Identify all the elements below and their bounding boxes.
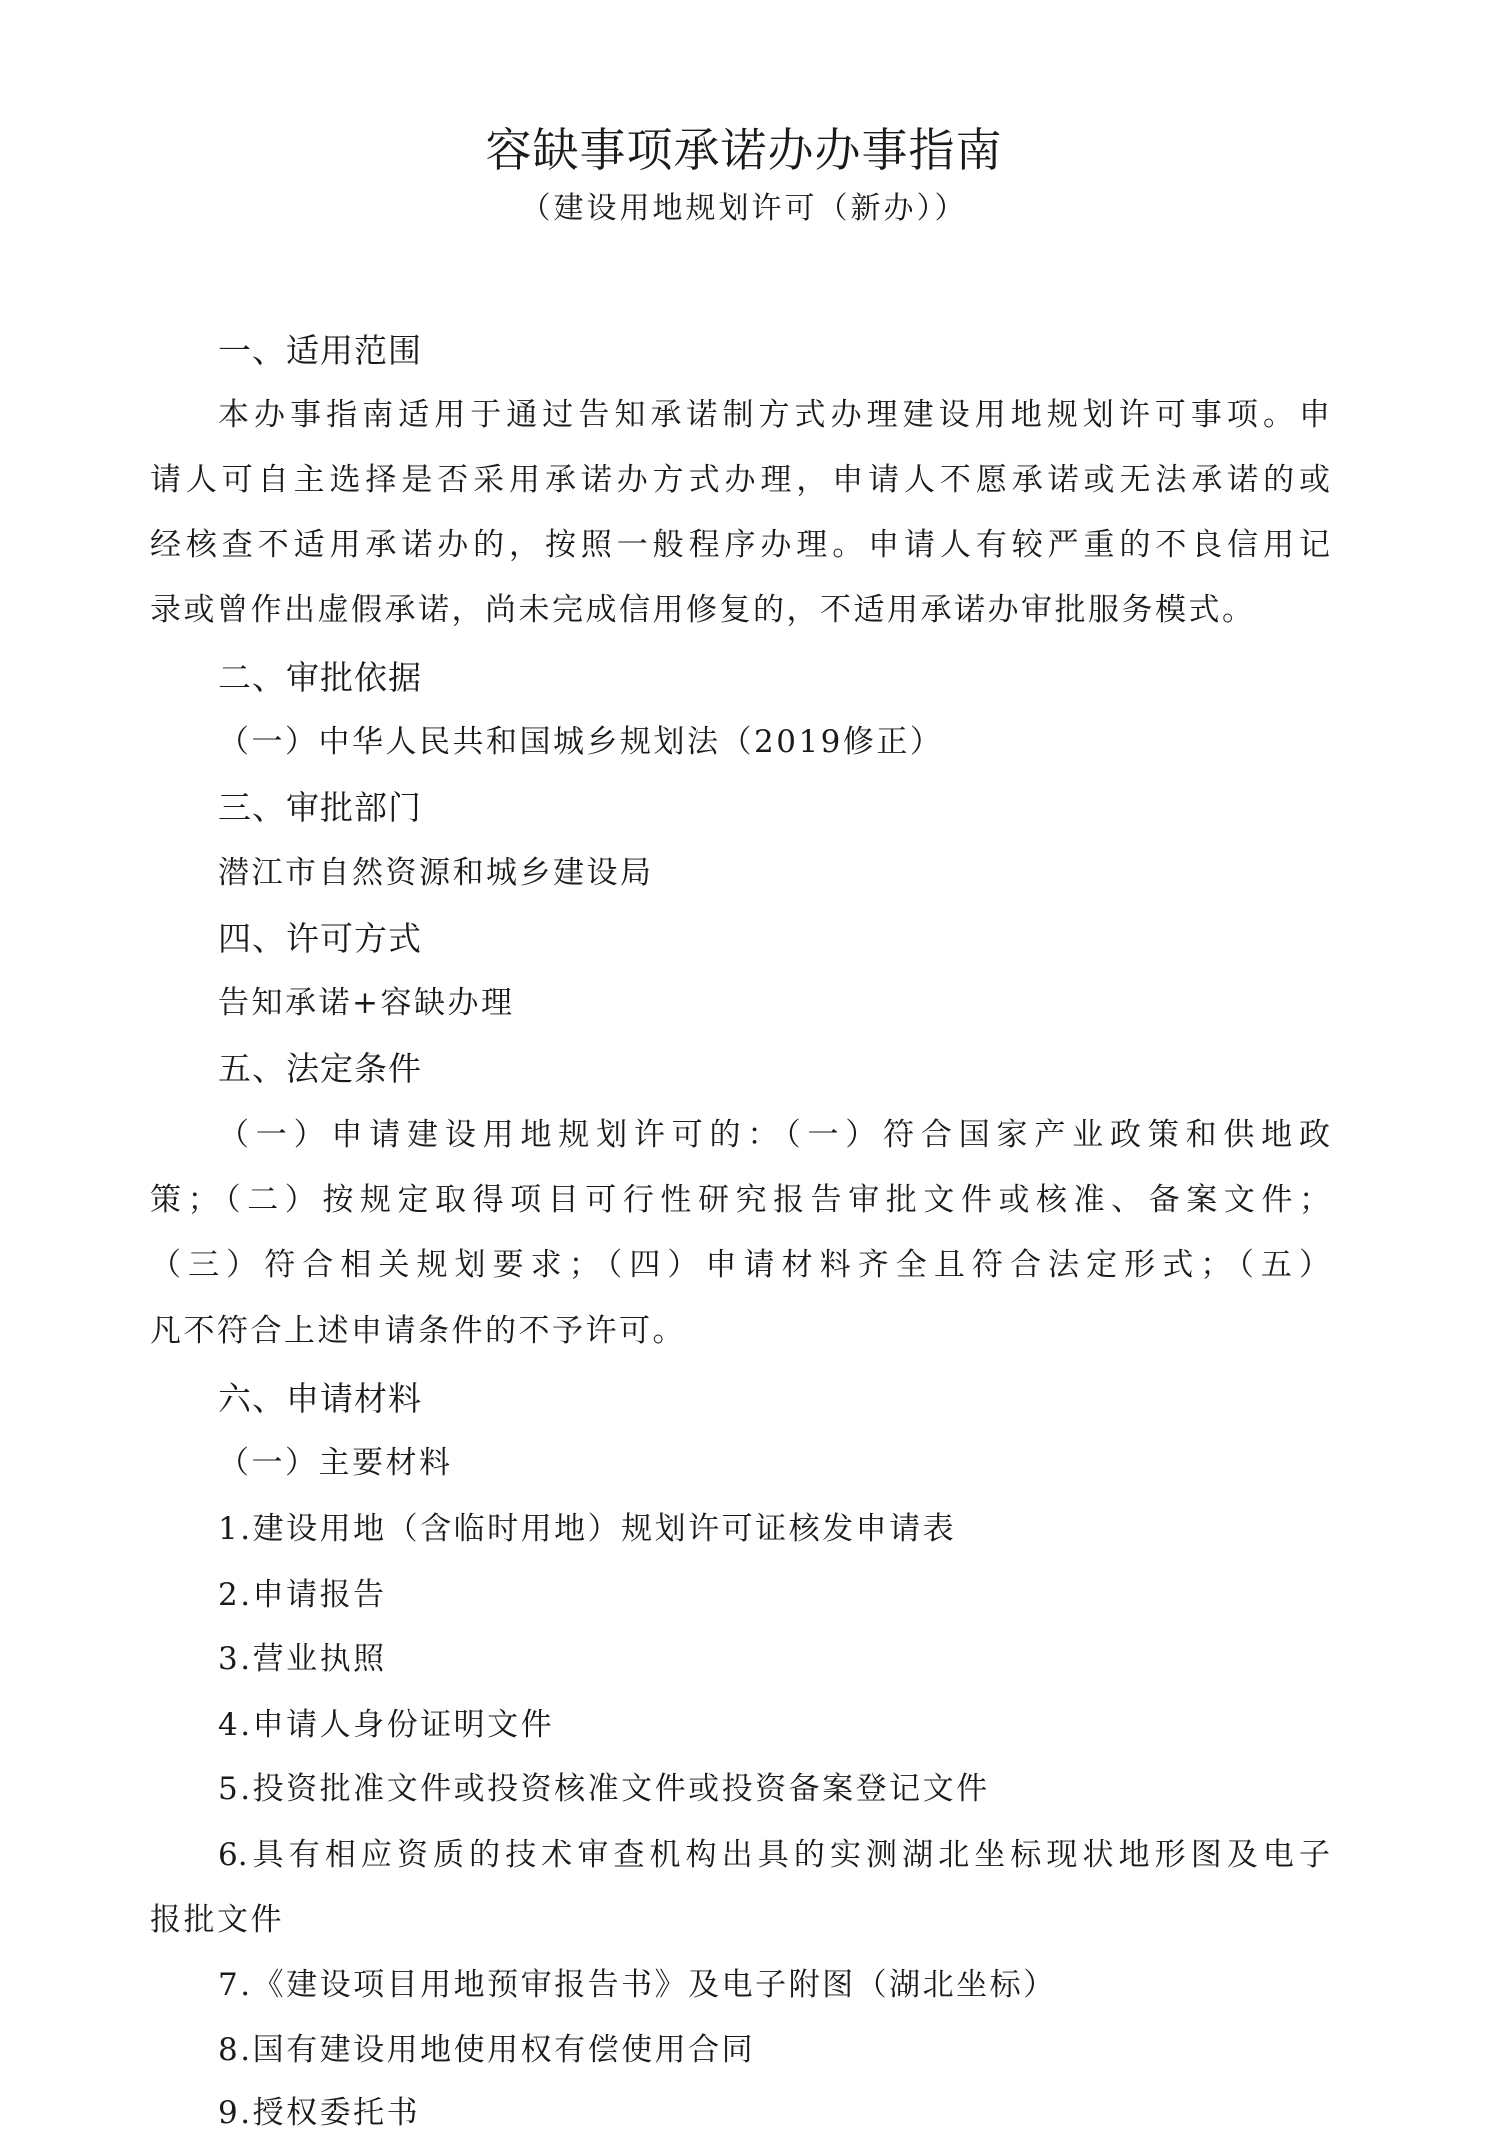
document-subtitle: （建设用地规划许可（新办）） [520,191,968,226]
paragraph-line: （一）申请建设用地规划许可的：（一）符合国家产业政策和供地政 [218,1117,1330,1153]
paragraph-line: 6.具有相应资质的技术审查机构出具的实测湖北坐标现状地形图及电子 [218,1837,1330,1873]
document-title: 容缺事项承诺办办事指南 [485,123,1003,177]
section-heading: 五、法定条件 [218,1049,422,1088]
list-item: 5.投资批准文件或投资核准文件或投资备案登记文件 [218,1771,990,1807]
list-item: 潜江市自然资源和城乡建设局 [218,855,654,891]
paragraph-line: 请人可自主选择是否采用承诺办方式办理，申请人不愿承诺或无法承诺的或 [150,462,1330,498]
paragraph-line: 策；（二）按规定取得项目可行性研究报告审批文件或核准、备案文件； [150,1182,1330,1218]
list-item: 1.建设用地（含临时用地）规划许可证核发申请表 [218,1511,957,1547]
paragraph-line: 报批文件 [150,1902,284,1938]
section-heading: 六、申请材料 [218,1379,422,1418]
paragraph-line: 凡不符合上述申请条件的不予许可。 [150,1313,686,1349]
list-item: 4.申请人身份证明文件 [218,1707,555,1743]
list-item: 9.授权委托书 [218,2095,421,2131]
paragraph-line: 录或曾作出虚假承诺，尚未完成信用修复的，不适用承诺办审批服务模式。 [150,592,1256,628]
section-heading: 四、许可方式 [218,919,422,958]
list-item: 2.申请报告 [218,1577,387,1613]
list-item: 告知承诺+容缺办理 [218,985,515,1021]
paragraph-line: （三）符合相关规划要求；（四）申请材料齐全且符合法定形式；（五） [150,1247,1330,1283]
list-item: （一）主要材料 [218,1445,453,1481]
section-heading: 三、审批部门 [218,788,422,827]
list-item: 8.国有建设用地使用权有偿使用合同 [218,2032,756,2068]
paragraph-line: 本办事指南适用于通过告知承诺制方式办理建设用地规划许可事项。申 [218,397,1330,433]
list-item: 3.营业执照 [218,1641,387,1677]
section-heading: 一、适用范围 [218,331,422,370]
list-item: （一）中华人民共和国城乡规划法（2019修正） [218,724,944,760]
paragraph-line: 经核查不适用承诺办的，按照一般程序办理。申请人有较严重的不良信用记 [150,527,1330,563]
section-heading: 二、审批依据 [218,658,422,697]
list-item: 7.《建设项目用地预审报告书》及电子附图（湖北坐标） [218,1967,1057,2003]
